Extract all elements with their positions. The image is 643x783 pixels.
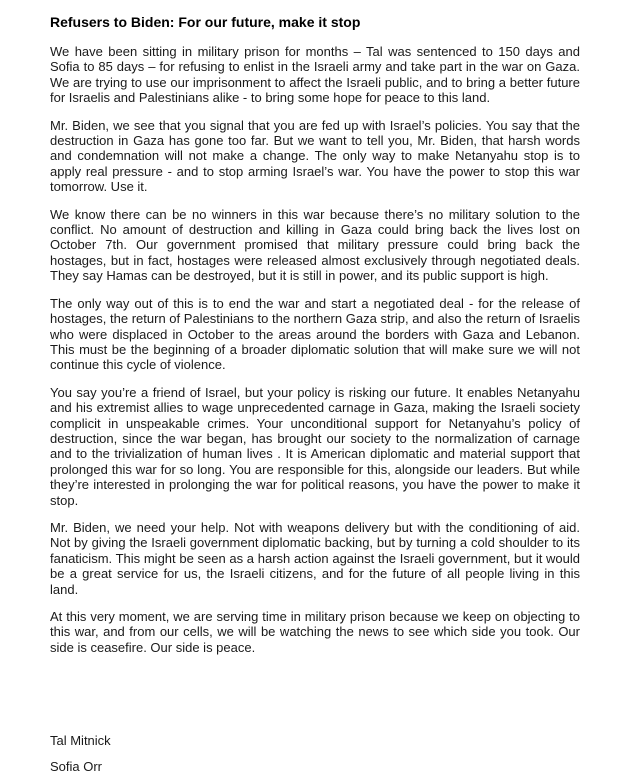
paragraph-7: At this very moment, we are serving time in military prison because we keep on objecting to this war, and from our cells, we will be watching the news to see which side you took. Our side is ceasefire. Our side is peace. xyxy=(50,609,580,655)
letter-body xyxy=(50,14,580,667)
paragraph-4: The only way out of this is to end the war and start a negotiated deal - for the release of hostages, the return of Palestinians to the northern Gaza strip, and also the return of Israelis who were displaced in October to the areas around the borders with Gaza and Lebanon. This must be the beginning of a broader diplomatic solution that will make sure we will not continue this cycle of violence. xyxy=(50,295,580,373)
paragraph-1: We have been sitting in military prison for months – Tal was sentenced to 150 days and Sofia to 85 days – for refusing to enlist in the Israeli army and take part in the war on Gaza. We are trying to use our imprisonment to affect the Israeli public, and to bring a better future for Israelis and Palestinians alike - to bring some hope for peace to this land. xyxy=(50,44,580,106)
paragraph-3: We know there can be no winners in this war because there’s no military solution to the conflict. No amount of destruction and killing in Gaza could bring back the lives lost on October 7th. Our government promised that military pressure could bring back the hostages, but in fact, hostages were released almost exclusively through negotiated deals. They say Hamas can be destroyed, but it is still in power, and its public support is high. xyxy=(50,206,580,284)
signature-tal-mitnick: Tal Mitnick xyxy=(50,733,111,748)
paragraph-2: Mr. Biden, we see that you signal that you are fed up with Israel’s policies. You say that the destruction in Gaza has gone too far. But we want to tell you, Mr. Biden, that harsh words and condemnation will not make a change. The only way to make Netanyahu stop is to apply real pressure - and to stop arming Israel’s war. You have the power to stop this war tomorrow. Use it. xyxy=(50,117,580,195)
letter-title: Refusers to Biden: For our future, make it stop xyxy=(50,14,361,30)
signature-block xyxy=(50,733,111,774)
paragraph-6: Mr. Biden, we need your help. Not with weapons delivery but with the conditioning of aid. Not by giving the Israeli government diplomatic backing, but by turning a cold shoulder to its fanaticism. This might be seen as a harsh action against the Israeli government, but it would be a great service for us, the Israeli citizens, and for the future of all people living in this land. xyxy=(50,519,580,597)
paragraph-5: You say you’re a friend of Israel, but your policy is risking our future. It enables Netanyahu and his extremist allies to wage unprecedented carnage in Gaza, making the Israeli society complicit in unspeakable crimes. Your unconditional support for Netanyahu’s policy of destruction, since the war began, has brought our society to the normalization of carnage and to the trivialization of human lives . It is American diplomatic and material support that prolonged this war for so long. You are responsible for this, alongside our leaders. But while they’re interested in prolonging the war for political reasons, you have the power to make it stop. xyxy=(50,384,580,508)
signature-sofia-orr: Sofia Orr xyxy=(50,759,103,774)
